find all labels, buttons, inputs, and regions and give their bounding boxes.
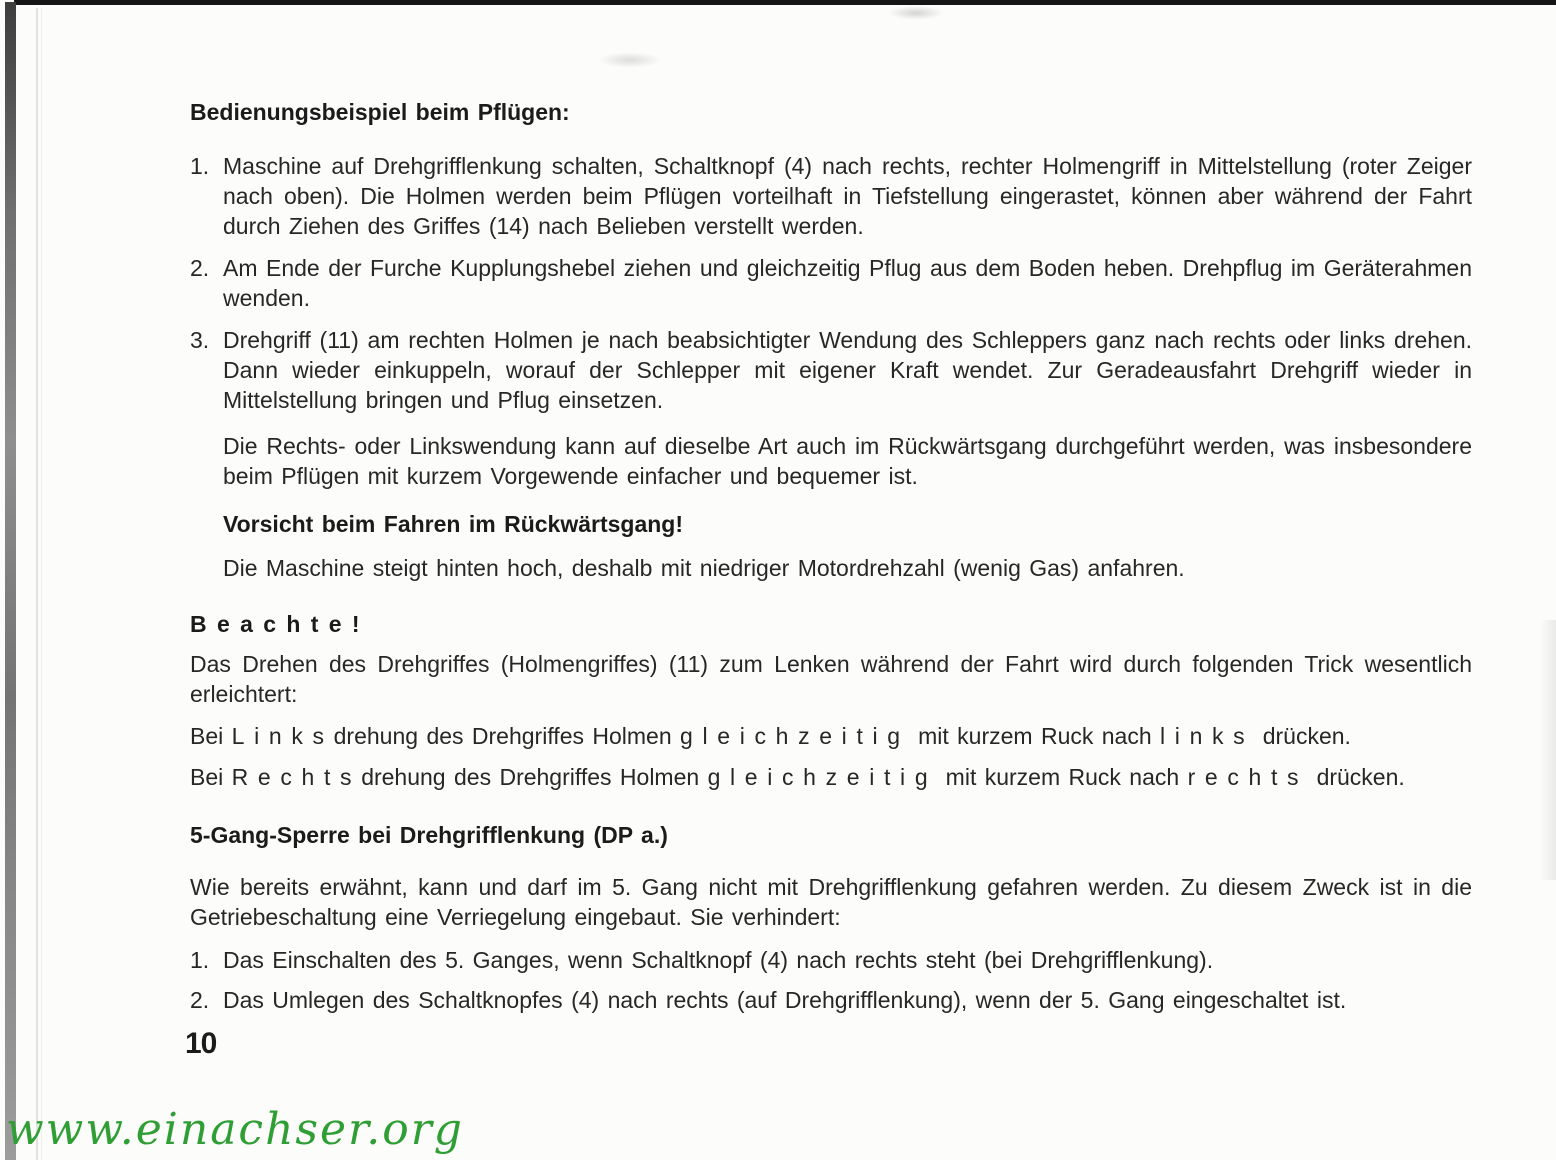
list-item <box>190 325 1472 415</box>
list-item-number: 2. <box>190 255 210 281</box>
caution-heading: Vorsicht beim Fahren im Rückwärtsgang! <box>223 511 684 537</box>
tip-spaced-word: links <box>1160 723 1255 749</box>
tip-text-segment: Bei <box>190 764 224 790</box>
tip-spaced-word: rechts <box>1187 764 1309 790</box>
list-item-number: 1. <box>190 947 210 973</box>
tip-spaced-word: Links <box>231 723 334 749</box>
tip-text-segment: Bei <box>190 723 224 749</box>
list-item-text: Am Ende der Furche Kupplungshebel ziehen und gleichzeitig Pflug aus dem Boden heben. Drehpflug im Geräterahmen wenden. <box>223 255 1472 311</box>
tip-text-segment: mit kurzem Ruck nach <box>918 723 1152 749</box>
section-heading-sperre: 5-Gang-Sperre bei Drehgrifflenkung (DP a.) <box>190 822 668 848</box>
tip-text-segment: drücken. <box>1316 764 1405 790</box>
list-item-number: 2. <box>190 987 210 1013</box>
tip-rechtsdrehung <box>190 762 1472 792</box>
tip-spaced-word: gleichzeitig <box>680 723 910 749</box>
list-item-number: 3. <box>190 327 210 353</box>
list-item-text: Das Umlegen des Schaltknopfes (4) nach rechts (auf Drehgrifflenkung), wenn der 5. Gang eingeschaltet ist. <box>223 987 1347 1013</box>
tip-spaced-word: gleichzeitig <box>707 764 938 790</box>
section-heading-pfluegen: Bedienungsbeispiel beim Pflügen: <box>190 99 570 125</box>
list-item <box>190 945 1472 975</box>
page-edge-line <box>41 8 42 1160</box>
tip-linksdrehung <box>190 721 1472 751</box>
scan-smudge <box>598 52 662 68</box>
page-number: 10 <box>185 1027 217 1060</box>
paragraph-reverse-turning: Die Rechts- oder Linkswendung kann auf dieselbe Art auch im Rückwärtsgang durchgeführt werden, was insbesondere beim Pflügen mit kurzem Vorgewende einfacher und bequemer ist. <box>223 433 1472 489</box>
note-intro-text: Das Drehen des Drehgriffes (Holmengriffes) (11) zum Lenken während der Fahrt wird durch folgenden Trick wesentlich erleichtert: <box>190 651 1472 707</box>
paragraph-sperre-intro: Wie bereits erwähnt, kann und darf im 5. Gang nicht mit Drehgrifflenkung gefahren werden. Zu diesem Zweck ist in die Getriebeschaltung eine Verriegelung eingebaut. Sie verhindert: <box>190 874 1472 930</box>
watermark-text: www.einachser.org <box>6 1104 464 1155</box>
list-item-number: 1. <box>190 153 210 179</box>
scan-smudge <box>888 6 944 20</box>
page-edge-line <box>36 8 38 1160</box>
page-text-column <box>185 97 1472 1060</box>
note-heading: Beachte! <box>190 611 370 637</box>
tip-text-segment: drücken. <box>1262 723 1351 749</box>
scan-edge-shadow <box>1540 620 1556 880</box>
list-item <box>190 151 1472 241</box>
book-binding-edge <box>5 2 16 1160</box>
list-item-text: Das Einschalten des 5. Ganges, wenn Schaltknopf (4) nach rechts steht (bei Drehgrifflenkung). <box>223 947 1214 973</box>
tip-text-segment: drehung des Drehgriffes Holmen <box>333 723 672 749</box>
tip-spaced-word: Rechts <box>231 764 362 790</box>
scan-top-edge <box>14 0 1556 5</box>
tip-text-segment: drehung des Drehgriffes Holmen <box>361 764 700 790</box>
caution-text: Die Maschine steigt hinten hoch, deshalb mit niedriger Motordrehzahl (wenig Gas) anfahren. <box>223 555 1185 581</box>
list-item-text: Maschine auf Drehgrifflenkung schalten, Schaltknopf (4) nach rechts, rechter Holmengriff in Mittelstellung (roter Zeiger nach oben). Die Holmen werden beim Pflügen vorteilhaft in Tiefstellung eingerastet, können aber während der Fahrt durch Ziehen des Griffes (14) nach Belieben verstellt werden. <box>223 153 1472 239</box>
list-item <box>190 985 1472 1015</box>
list-item <box>190 253 1472 313</box>
list-item-text: Drehgriff (11) am rechten Holmen je nach beabsichtigter Wendung des Schleppers ganz nach rechts oder links drehen. Dann wieder einkuppeln, worauf der Schlepper mit eigener Kraft wendet. Zur Geradeausfahrt Drehgriff wieder in Mittelstellung bringen und Pflug einsetzen. <box>223 327 1472 413</box>
tip-text-segment: mit kurzem Ruck nach <box>945 764 1180 790</box>
